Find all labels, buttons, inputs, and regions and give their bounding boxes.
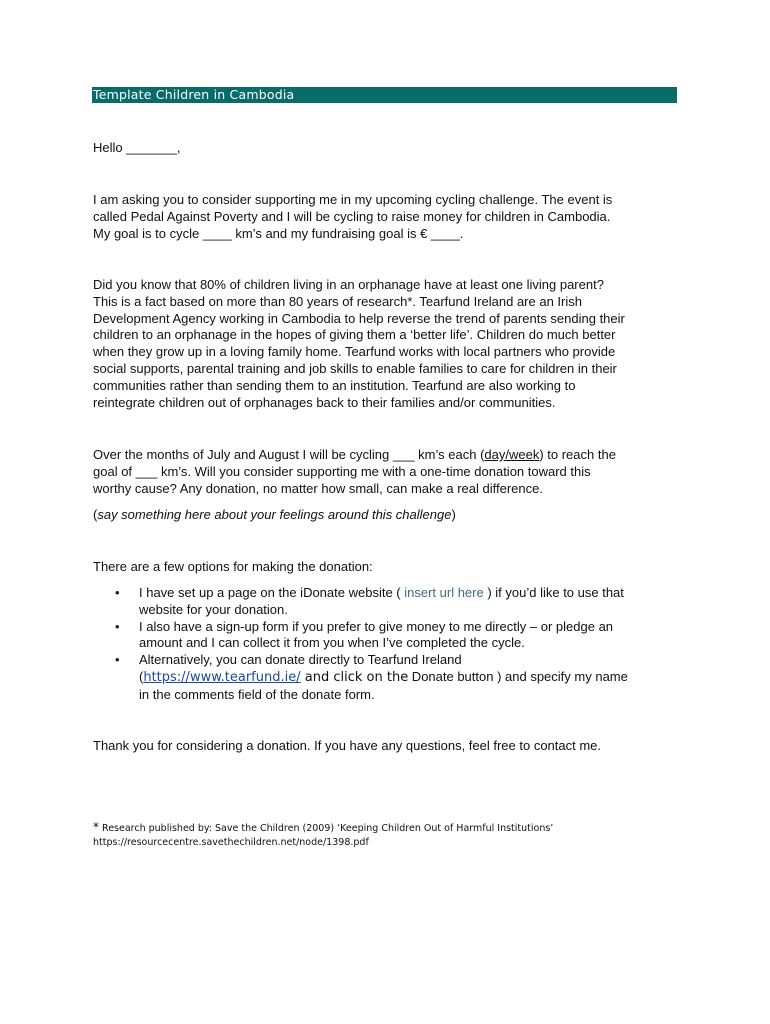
- paren-open: (: [93, 507, 98, 522]
- option-text: in the comments field of the donate form.: [139, 686, 375, 702]
- paren-close: ): [451, 507, 456, 522]
- facts-line: communities rather than sending them to an institution. Tearfund are also working to: [93, 377, 576, 393]
- feelings-placeholder: say something here about your feelings around this challenge: [97, 507, 452, 522]
- options-intro: There are a few options for making the donation:: [93, 559, 373, 574]
- tearfund-link[interactable]: https://www.tearfund.ie/: [143, 669, 301, 685]
- list-item: [93, 652, 688, 703]
- intro-line: My goal is to cycle ____ km’s and my fundraising goal is € ____.: [93, 225, 464, 241]
- challenge-text: ) to reach the: [539, 447, 616, 462]
- option-text: website for your donation.: [139, 601, 288, 617]
- option-text: amount and I can collect it from you when I’ve completed the cycle.: [139, 635, 525, 651]
- facts-line: Did you know that 80% of children living in an orphanage have at least one living parent?: [93, 277, 604, 292]
- option-text: I have set up a page on the iDonate website (: [139, 585, 401, 600]
- list-item: [93, 585, 688, 619]
- facts-paragraph: [93, 277, 688, 411]
- intro-paragraph: [93, 192, 688, 242]
- bullet-icon: •: [115, 585, 120, 600]
- footnote-citation: Research published by: Save the Children (2009) ‘Keeping Children Out of Harmful Institutions’: [99, 823, 554, 834]
- challenge-line: goal of ___ km’s. Will you consider supporting me with a one-time donation toward this: [93, 463, 591, 479]
- challenge-line: worthy cause? Any donation, no matter how small, can make a real difference.: [93, 480, 543, 496]
- list-item: [93, 619, 688, 653]
- closing-line: Thank you for considering a donation. If you have any questions, feel free to contact me.: [93, 738, 602, 753]
- idonate-url-link[interactable]: insert url here: [400, 585, 488, 600]
- intro-line: I am asking you to consider supporting me in my upcoming cycling challenge. The event is: [93, 192, 613, 207]
- greeting: Hello _______,: [93, 140, 181, 155]
- challenge-paragraph: [93, 447, 688, 497]
- footnote: [93, 820, 693, 850]
- facts-line: when they grow up in a loving family home. Tearfund works with local partners who provide: [93, 344, 616, 360]
- option-text: Alternatively, you can donate directly to Tearfund Ireland: [139, 652, 462, 668]
- challenge-text: Over the months of July and August I will be cycling ___ km’s each (: [93, 447, 485, 462]
- facts-line: children to an orphanage in the hopes of giving them a ‘better life’. Children do much better: [93, 327, 616, 343]
- bullet-icon: •: [115, 618, 120, 634]
- facts-line: social supports, parental training and job skills to enable families to care for children in their: [93, 360, 617, 376]
- intro-line: called Pedal Against Poverty and I will be cycling to raise money for children in Cambodia.: [93, 208, 611, 224]
- facts-line: This is a fact based on more than 80 years of research*. Tearfund Ireland are an Irish: [93, 293, 582, 309]
- document-title: Template Children in Cambodia: [92, 87, 677, 103]
- footnote-marker: *: [93, 820, 99, 834]
- option-text: ) if you’d like to use that: [487, 585, 624, 600]
- option-text: and click on the: [300, 669, 409, 685]
- feelings-note: [93, 507, 688, 524]
- bullet-icon: •: [115, 652, 120, 668]
- option-text: I also have a sign-up form if you prefer to give money to me directly – or pledge an: [139, 618, 614, 634]
- day-week-choice: day/week: [484, 447, 540, 462]
- facts-line: reintegrate children out of orphanages back to their families and/or communities.: [93, 394, 556, 410]
- footnote-url[interactable]: https://resourcecentre.savethechildren.net/node/1398.pdf: [93, 837, 369, 848]
- facts-line: Development Agency working in Cambodia to help reverse the trend of parents sending their: [93, 310, 625, 326]
- paren-open: (: [139, 668, 144, 684]
- donation-options-list: [93, 585, 688, 704]
- option-text: Donate button ) and specify my name: [408, 668, 628, 684]
